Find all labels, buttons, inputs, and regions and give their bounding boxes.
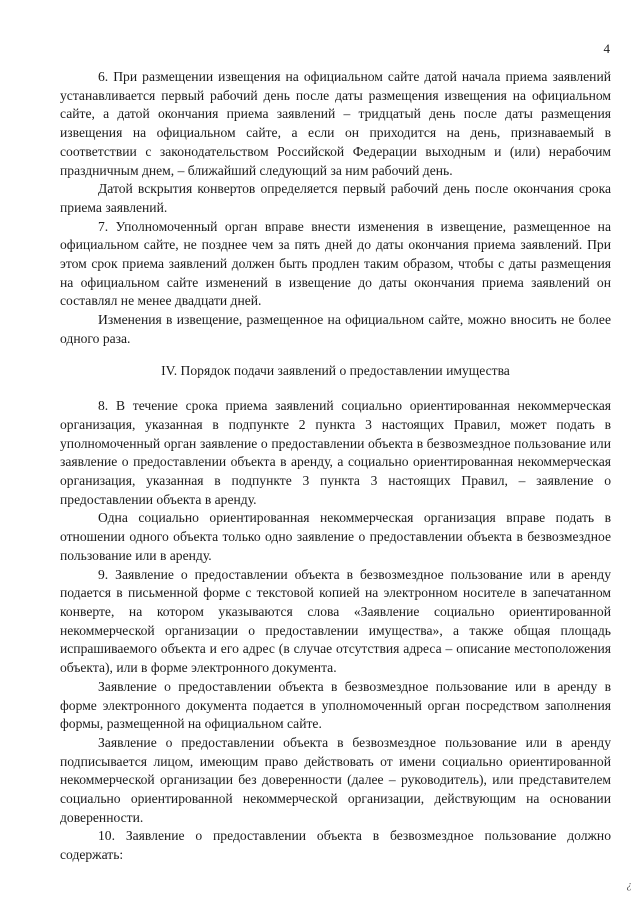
section-heading: IV. Порядок подачи заявлений о предоставлении имущества xyxy=(161,362,510,378)
document-body xyxy=(60,68,611,865)
paragraph-one-application: Одна социально ориентированная некоммерческая организация вправе подать в отношении одного объекта только одно заявление о предоставлении объекта в безвозмездное пользование или в аренду. xyxy=(60,510,611,563)
paragraph-7: 7. Уполномоченный орган вправе внести изменения в извещение, размещенное на официальном сайте, не позднее чем за пять дней до даты окончания приема заявлений. При этом срок приема заявлений должен быть продлен таким образом, чтобы с даты размещения на официальном сайте изменений в извещение до даты окончания приема заявлений он составлял не менее двадцати дней. xyxy=(60,218,611,309)
margin-mark: ¿ xyxy=(626,879,632,891)
paragraph-electronic-form: Заявление о предоставлении объекта в безвозмездное пользование или в аренду в форме электронного документа подается в уполномоченный орган посредством заполнения формы, размещенной на официальном сайте. xyxy=(60,678,611,732)
paragraph-signature: Заявление о предоставлении объекта в безвозмездное пользование или в аренду подписывается лицом, имеющим право действовать от имени социально ориентированной некоммерческой организации без доверенности (далее – руководитель), или представителем социально ориентированной некоммерческой организации, действующим на основании доверенности. xyxy=(60,734,611,825)
paragraph-6: 6. При размещении извещения на официальном сайте датой начала приема заявлений устанавливается первый рабочий день после даты размещения извещения на официальном сайте, а датой окончания приема заявлений – тридцатый день после даты размещения извещения на официальном сайте, а если он приходится на день, признаваемый в соответствии с законодательством Российской Федерации выходным и (или) нерабочим праздничным днем, – ближайший следующий за ним рабочий день. xyxy=(60,69,611,178)
paragraph-8: 8. В течение срока приема заявлений социально ориентированная некоммерческая организация, указанная в подпункте 2 пункта 3 настоящих Правил, может подать в уполномоченный орган заявление о предоставлении объекта в безвозмездное пользование или заявление о предоставлении объекта в аренду, а социально ориентированная некоммерческая организация, указанная в подпункте 3 пункта 3 настоящих Правил, – заявление о предоставлении объекта в аренду. xyxy=(60,398,611,507)
paragraph-envelope-opening: Датой вскрытия конвертов определяется первый рабочий день после окончания срока приема заявлений. xyxy=(60,181,611,215)
paragraph-9: 9. Заявление о предоставлении объекта в безвозмездное пользование или в аренду подается в письменной форме с текстовой копией на электронном носителе в запечатанном конверте, на котором указываются слова «Заявление социально ориентированной некоммерческой организации о предоставлении имущества», а также общая площадь испрашиваемого объекта и его адрес (в случае отсутствия адреса – описание местоположения объекта), или в форме электронного документа. xyxy=(60,566,611,676)
paragraph-10: 10. Заявление о предоставлении объекта в безвозмездное пользование должно содержать: xyxy=(60,828,611,863)
paragraph-changes-limit: Изменения в извещение, размещенное на официальном сайте, можно вносить не более одного раза. xyxy=(60,312,611,346)
page-number: 4 xyxy=(603,41,610,56)
